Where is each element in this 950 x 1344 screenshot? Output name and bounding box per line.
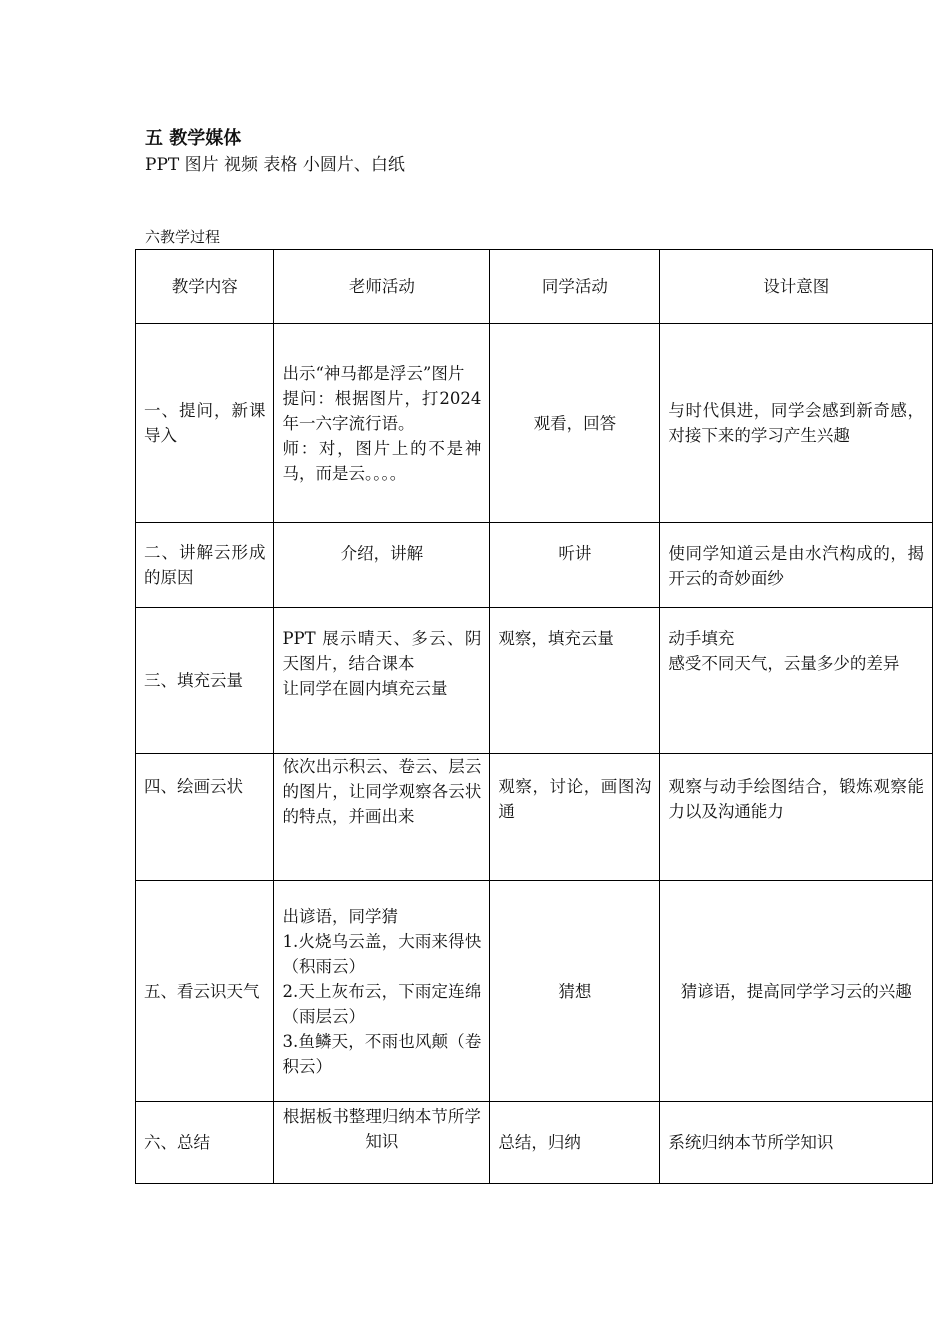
- cell-student: 听讲: [490, 523, 660, 608]
- table-header-row: [136, 250, 933, 324]
- header-teacher: 老师活动: [274, 250, 490, 324]
- teacher-line: PPT 展示晴天、多云、阴天图片，结合课本: [282, 629, 482, 673]
- header-intent: 设计意图: [660, 250, 933, 324]
- cell-content: 二、讲解云形成的原因: [136, 523, 274, 608]
- teacher-line: 出谚语，同学猜: [282, 906, 398, 926]
- table-row: [136, 523, 933, 608]
- teacher-line: 依次出示积云、卷云、层云的图片，让同学观察各云状的特点，并画出来: [282, 757, 482, 826]
- cell-teacher: [274, 1102, 490, 1184]
- table-row: [136, 608, 933, 754]
- cell-intent: 使同学知道云是由水汽构成的，揭开云的奇妙面纱: [660, 523, 933, 608]
- cell-student: 观察，讨论，画图沟通: [490, 754, 660, 881]
- cell-student: 总结，归纳: [490, 1102, 660, 1184]
- teacher-line: 让同学在圆内填充云量: [282, 679, 448, 698]
- process-section-heading: 六教学过程: [145, 228, 221, 246]
- table-row: [136, 324, 933, 523]
- cell-intent: 系统归纳本节所学知识: [660, 1102, 933, 1184]
- cell-content: 四、绘画云状: [136, 754, 274, 881]
- header-student: 同学活动: [490, 250, 660, 324]
- media-items: PPT 图片 视频 表格 小圆片、白纸: [145, 155, 405, 175]
- cell-intent: 与时代俱进，同学会感到新奇感，对接下来的学习产生兴趣: [660, 324, 933, 523]
- teacher-line: 2.天上灰布云，下雨定连绵 （雨层云）: [282, 981, 482, 1026]
- cell-content: 六、总结: [136, 1102, 274, 1184]
- cell-teacher: [274, 608, 490, 754]
- teacher-line: 出示“神马都是浮云”图片: [282, 363, 465, 383]
- table-row: [136, 881, 933, 1102]
- teacher-line: 介绍，讲解: [340, 544, 424, 563]
- teacher-line: 师：对，图片上的不是神马，而是云。。。。: [282, 438, 482, 483]
- cell-intent: 动手填充 感受不同天气，云量多少的差异: [660, 608, 933, 754]
- media-section-heading: 五 教学媒体: [145, 128, 242, 149]
- cell-content: 五、看云识天气: [136, 881, 274, 1102]
- cell-teacher: [274, 324, 490, 523]
- cell-teacher: [274, 523, 490, 608]
- cell-intent: 观察与动手绘图结合，锻炼观察能力以及沟通能力: [660, 754, 933, 881]
- table-row: [136, 1102, 933, 1184]
- teacher-line: 3.鱼鳞天，不雨也风颠（卷积云）: [282, 1031, 482, 1076]
- cell-student: 观看，回答: [490, 324, 660, 523]
- cell-student: 猜想: [490, 881, 660, 1102]
- cell-content: 一、提问，新课导入: [136, 324, 274, 523]
- teaching-process-table: [135, 249, 933, 1184]
- table-row: [136, 754, 933, 881]
- teacher-line: 根据板书整理归纳本节所学知识: [282, 1107, 481, 1151]
- teacher-line: 1.火烧乌云盖，大雨来得快 （积雨云）: [282, 931, 482, 976]
- header-content: 教学内容: [136, 250, 274, 324]
- cell-teacher: [274, 754, 490, 881]
- cell-content: 三、填充云量: [136, 608, 274, 754]
- cell-intent: 猜谚语，提高同学学习云的兴趣: [660, 881, 933, 1102]
- cell-student: 观察，填充云量: [490, 608, 660, 754]
- cell-teacher: [274, 881, 490, 1102]
- teacher-line: 提问：根据图片，打2024年一六字流行语。: [282, 388, 482, 433]
